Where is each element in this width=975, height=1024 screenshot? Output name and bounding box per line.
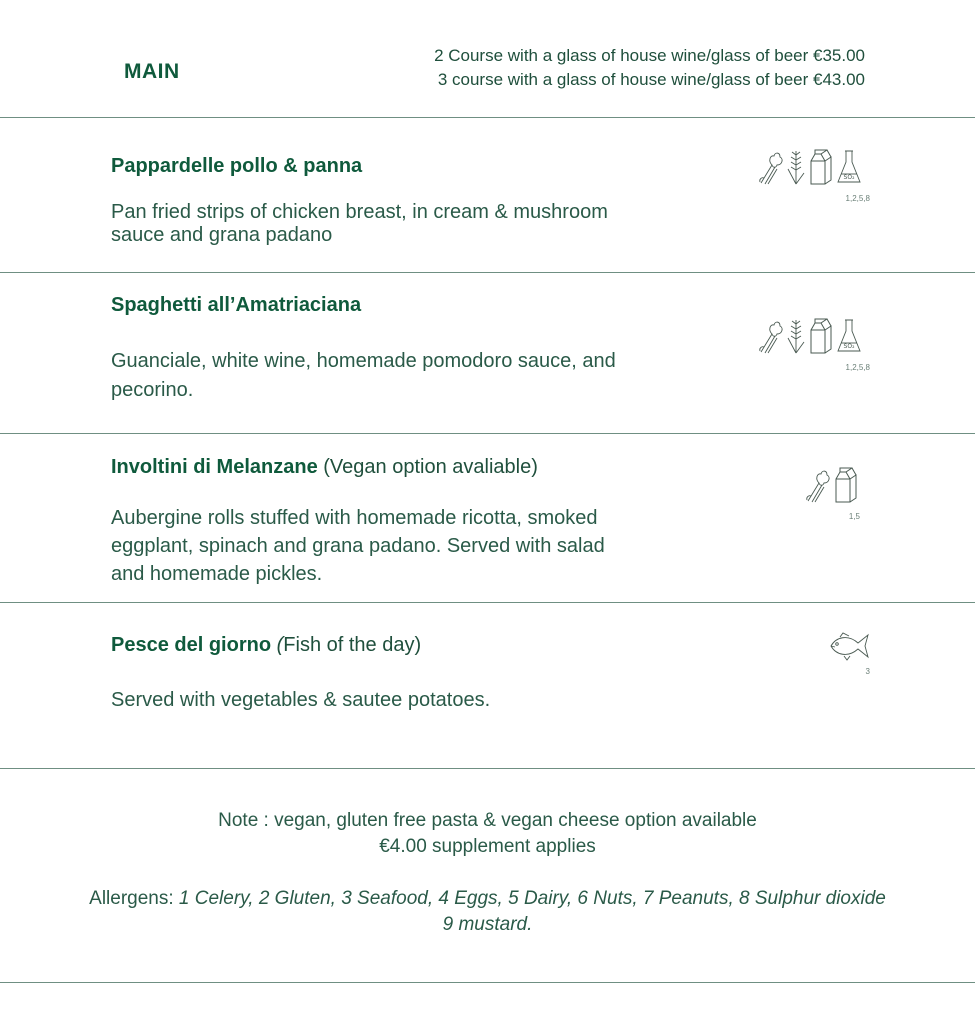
celery-icon — [758, 147, 784, 185]
sulphite-flask-icon — [836, 316, 862, 354]
pricing-info — [434, 44, 865, 92]
dish-description: Pan fried strips of chicken breast, in cream & mushroom sauce and grana padano — [111, 201, 608, 246]
svg-text:SO₂: SO₂ — [843, 174, 855, 181]
milk-carton-icon — [808, 147, 834, 185]
divider — [0, 433, 975, 434]
dish-description: Guanciale, white wine, homemade pomodoro sauce, and pecorino. — [111, 350, 616, 401]
celery-icon — [805, 465, 831, 503]
divider — [0, 982, 975, 983]
allergen-icons — [758, 316, 862, 354]
milk-carton-icon — [833, 465, 859, 503]
milk-carton-icon — [808, 316, 834, 354]
menu-item — [111, 153, 671, 249]
divider — [0, 768, 975, 769]
divider — [0, 272, 975, 273]
sulphite-flask-icon — [836, 147, 862, 185]
dish-name: Pesce del giorno (Fish of the day) — [111, 634, 422, 656]
svg-text:SO₂: SO₂ — [843, 343, 855, 350]
wheat-icon — [786, 316, 806, 354]
menu-item — [111, 632, 671, 714]
menu-item — [111, 454, 671, 588]
allergen-icons — [805, 465, 859, 503]
pricing-line-two-course: 2 Course with a glass of house wine/glass of beer €35.00 — [434, 46, 865, 65]
dietary-note: Note : vegan, gluten free pasta & vegan cheese option available €4.00 supplement applies — [218, 810, 757, 857]
fish-icon — [828, 630, 872, 662]
dish-name: Involtini di Melanzane (Vegan option avaliable) — [111, 456, 538, 478]
allergen-icons — [828, 630, 872, 662]
allergen-codes: 3 — [865, 667, 870, 676]
allergen-icons — [758, 147, 862, 185]
wheat-icon — [786, 147, 806, 185]
pricing-line-three-course: 3 course with a glass of house wine/glass of beer €43.00 — [437, 70, 865, 89]
divider — [0, 602, 975, 603]
allergen-codes: 1,2,5,8 — [845, 363, 870, 372]
celery-icon — [758, 316, 784, 354]
dish-description: Served with vegetables & sautee potatoes. — [111, 689, 491, 711]
dish-description: Aubergine rolls stuffed with homemade ricotta, smoked eggplant, spinach and grana padano. Served with salad and homemade pickles. — [111, 507, 605, 585]
allergen-codes: 1,2,5,8 — [845, 194, 870, 203]
allergen-legend: Allergens: 1 Celery, 2 Gluten, 3 Seafood, 4 Eggs, 5 Dairy, 6 Nuts, 7 Peanuts, 8 Sulphur dioxide 9 mustard. — [89, 888, 886, 935]
divider — [0, 117, 975, 118]
allergen-codes: 1,5 — [848, 512, 860, 521]
menu-item — [111, 292, 671, 404]
dish-name: Pappardelle pollo & panna — [111, 155, 363, 177]
dish-name: Spaghetti all’Amatriaciana — [111, 294, 362, 316]
section-title: MAIN — [124, 60, 180, 83]
